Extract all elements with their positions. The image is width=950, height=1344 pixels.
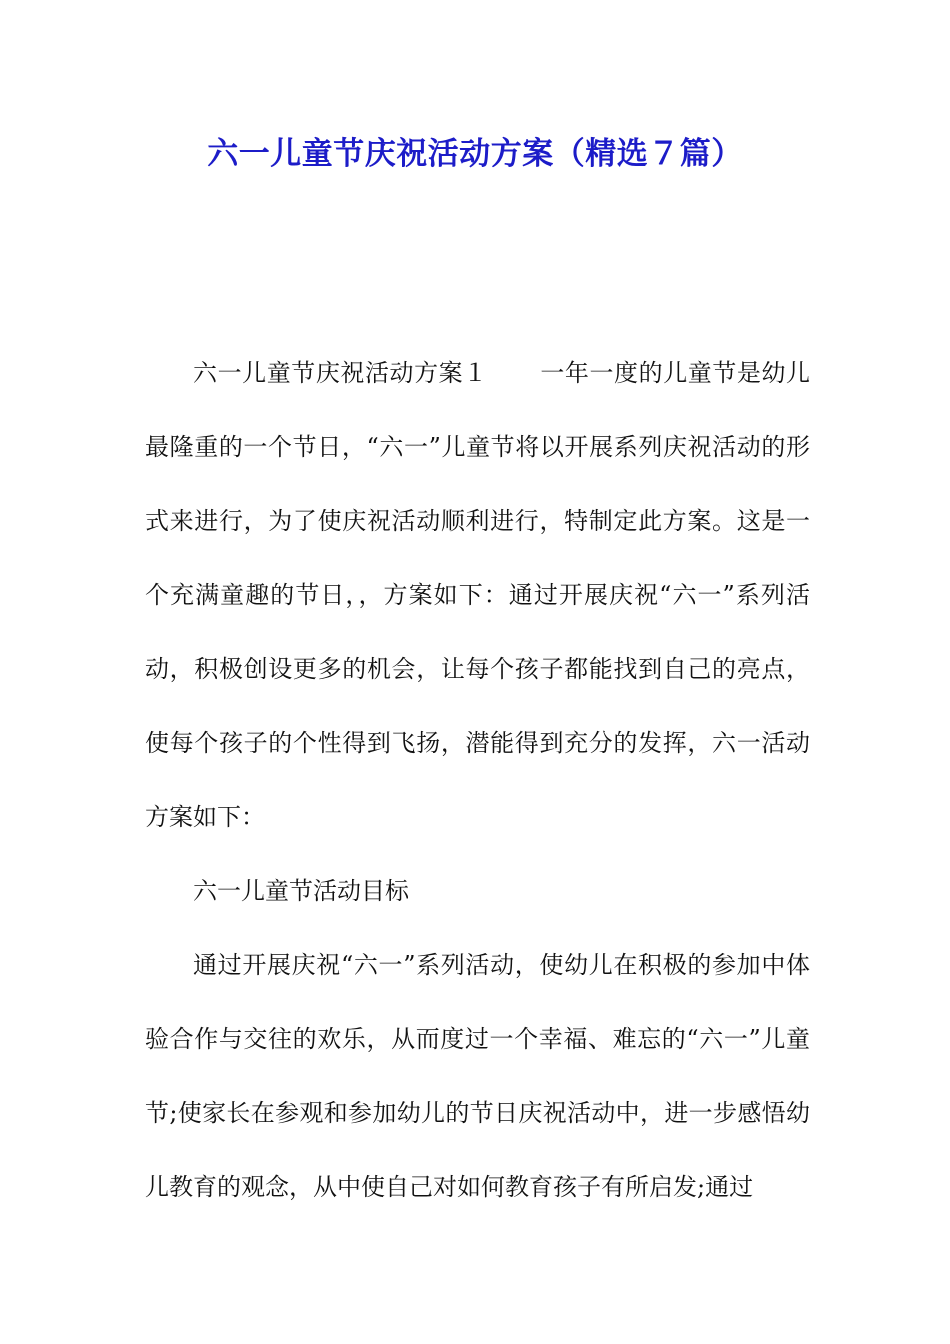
document-body [145,336,810,1224]
paragraph-goal-heading: 六一儿童节活动目标 [193,877,409,905]
paragraph-goal-text: 通过开展庆祝“六一”系列活动，使幼儿在积极的参加中体验合作与交往的欢乐，从而度过一个幸福、难忘的“六一”儿童节;使家长在参观和参加幼儿的节日庆祝活动中，进一步感悟幼儿教育的观念，从中使自己对如何教育孩子有所启发;通过 [145,951,810,1201]
paragraph-text: 一年一度的儿童节是幼儿最隆重的一个节日，“六一”儿童节将以开展系列庆祝活动的形式来进行，为了使庆祝活动顺利进行，特制定此方案。这是一个充满童趣的节日，，方案如下：通过开展庆祝“六一”系列活动，积极创设更多的机会，让每个孩子都能找到自己的亮点，使每个孩子的个性得到飞扬，潜能得到充分的发挥，六一活动方案如下： [145,359,811,831]
section-heading: 六一儿童节庆祝活动方案１ [193,359,488,387]
paragraph-intro [145,336,810,854]
document-title: 六一儿童节庆祝活动方案（精选７篇） [207,136,743,172]
